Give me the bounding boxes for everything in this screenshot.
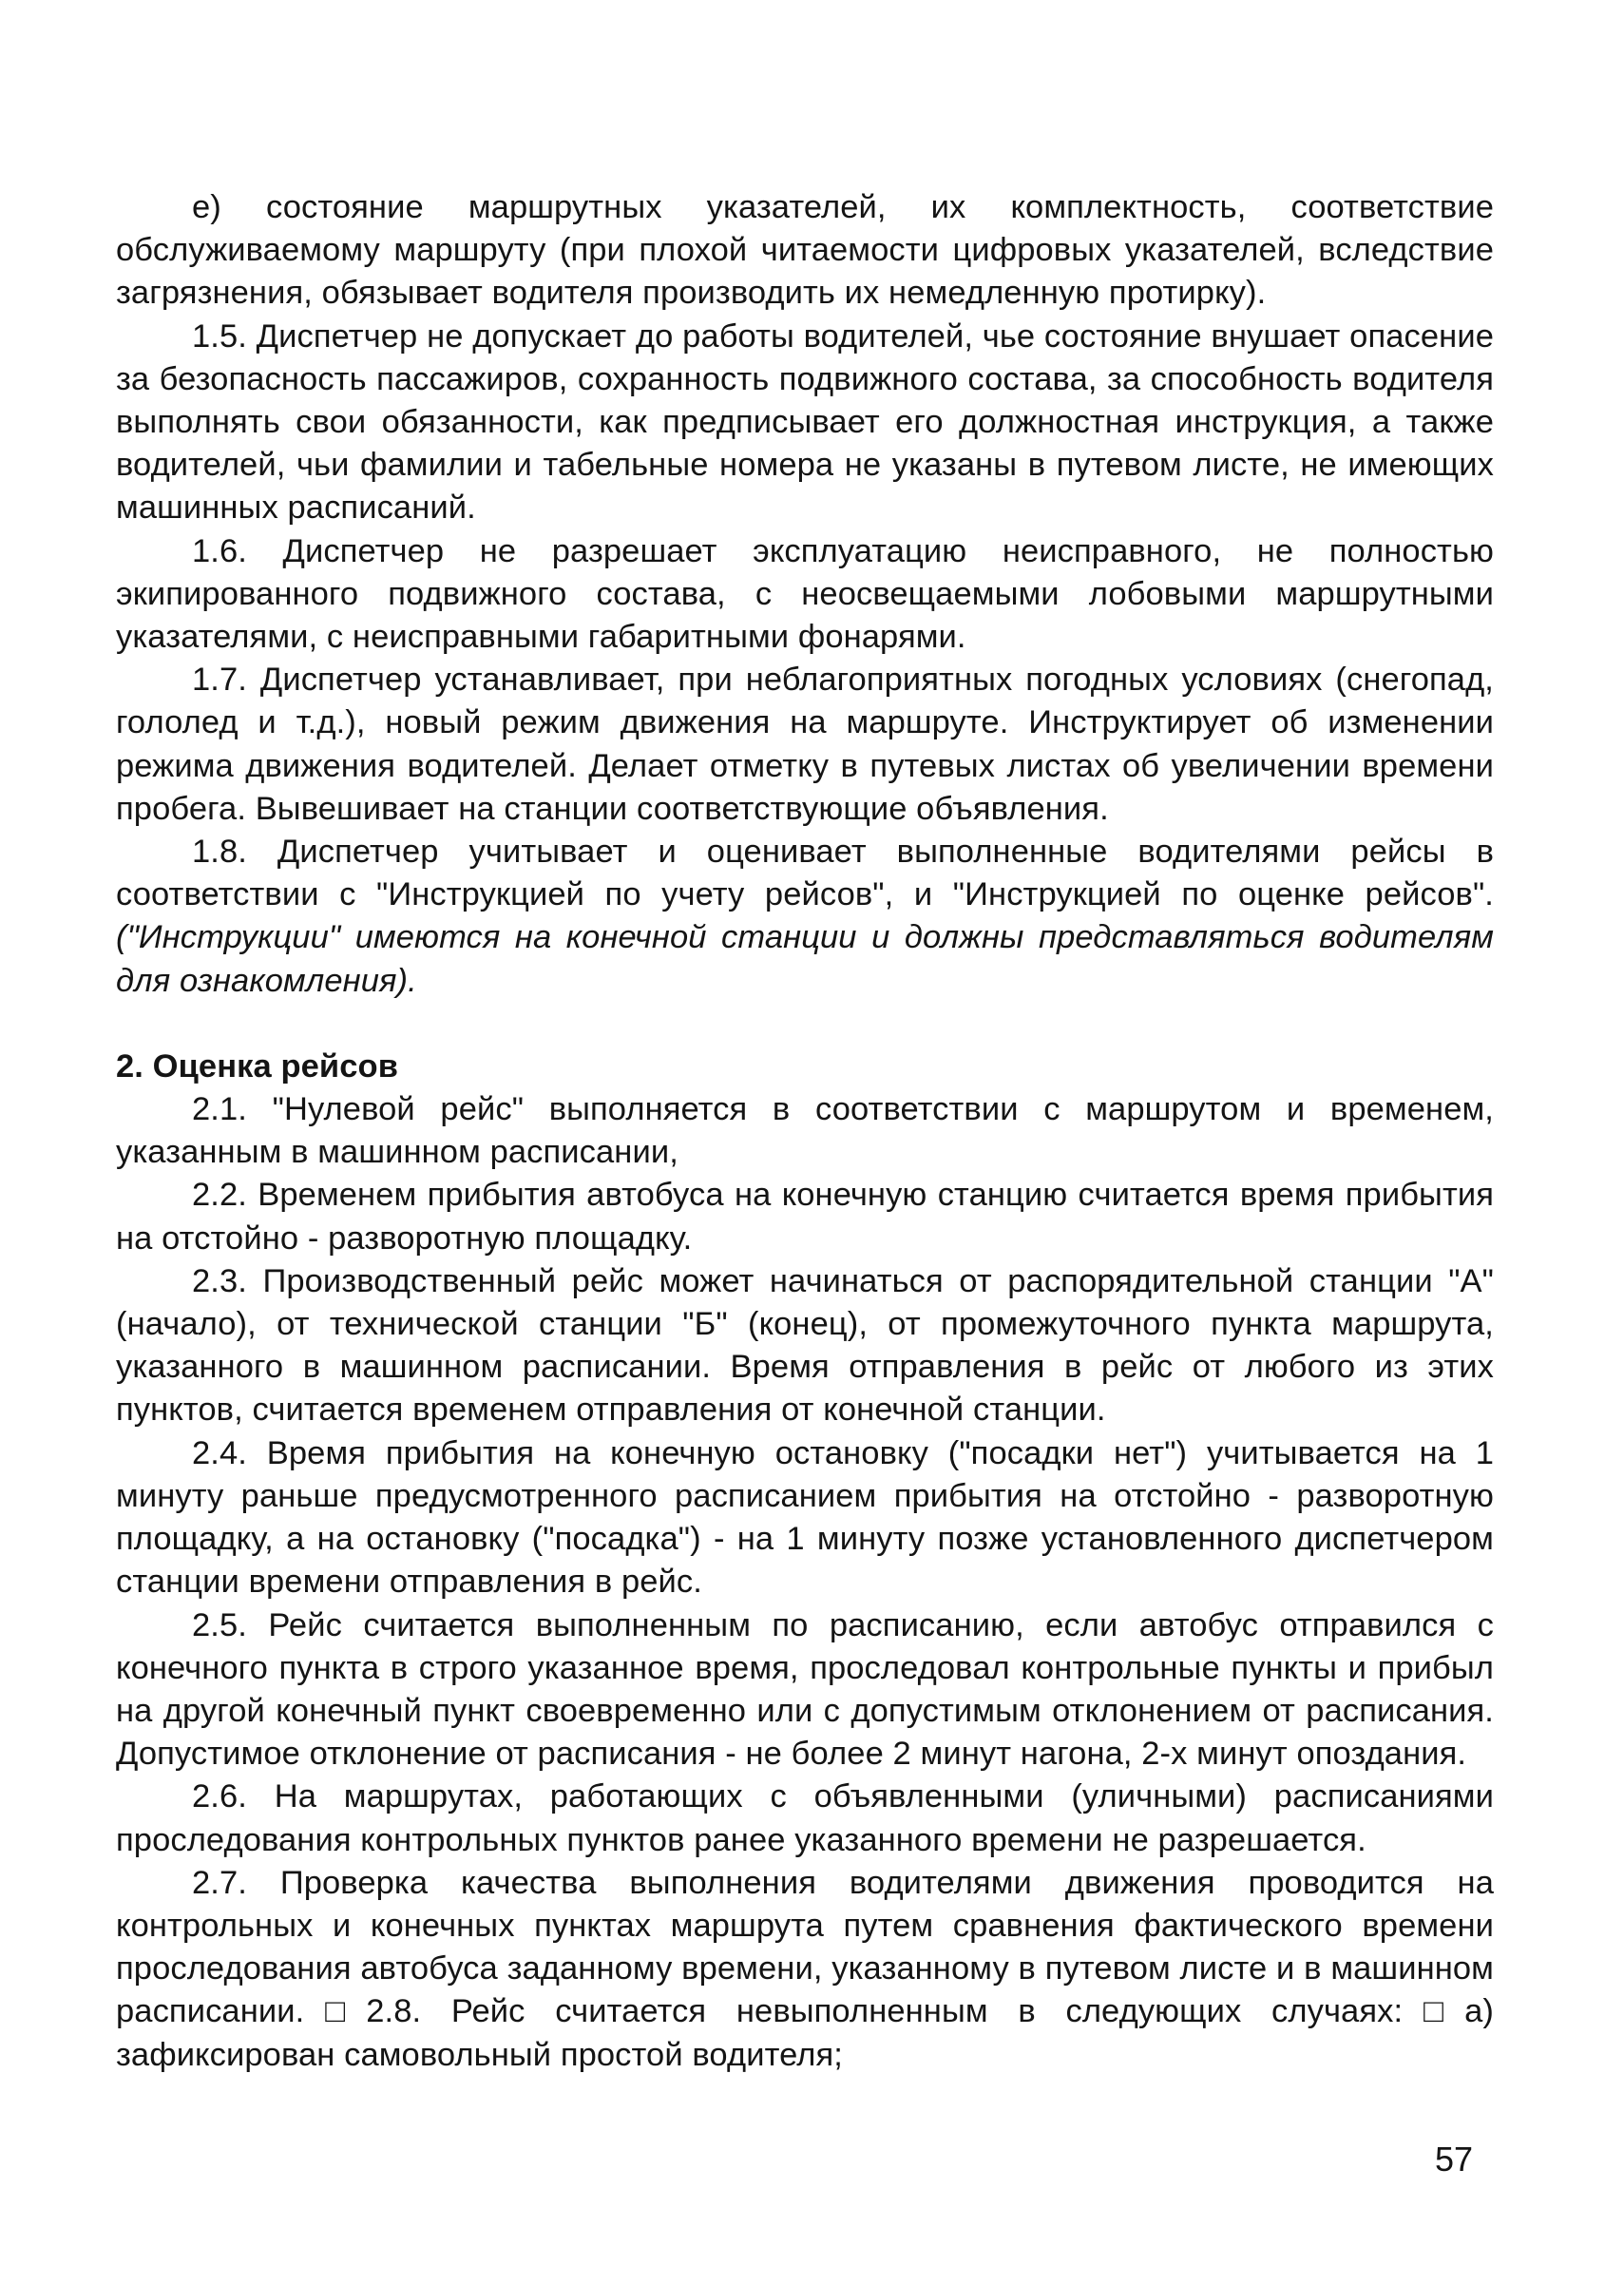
page-body xyxy=(116,186,1494,2077)
paragraph-1-6: 1.6. Диспетчер не разрешает эксплуатацию неисправного, не полностью экипированного подвижного состава, с неосвещаемыми лобовыми маршрутными указателями, с неисправными габаритными фонарями. xyxy=(116,532,1494,656)
paragraph-2-2: 2.2. Временем прибытия автобуса на конечную станцию считается время прибытия на отстойно - разворотную площадку. xyxy=(116,1177,1494,1257)
paragraph-1-4e: е) состояние маршрутных указателей, их комплектность, соответствие обслуживаемому маршруту (при плохой читаемости цифровых указателей, вследствие загрязнения, обязывает водителя производить их немедленную протирку). xyxy=(116,189,1494,312)
paragraph-2-5: 2.5. Рейс считается выполненным по расписанию, если автобус отправился с конечного пункта в строго указанное время, проследовал контрольные пункты и прибыл на другой конечный пункт своевременно или с допустимым отклонением от расписания. Допустимое отклонение от расписания - не более 2 минут нагона, 2-х минут опоздания. xyxy=(116,1606,1494,1773)
paragraph-2-1: 2.1. "Нулевой рейс" выполняется в соответствии с маршрутом и временем, указанным в машинном расписании, xyxy=(116,1091,1494,1171)
paragraph-1-8-main: 1.8. Диспетчер учитывает и оценивает выполненные водителями рейсы в соответствии с "Инструкцией по учету рейсов", и "Инструкцией по оценке рейсов". xyxy=(116,834,1494,913)
paragraph-2-7: 2.7. Проверка качества выполнения водителями движения проводится на контрольных и конечных пунктах маршрута путем сравнения фактического времени проследования автобуса заданному времени, указанному в путевом листе и в машинном расписании.□2.8. Рейс считается невыполненным в следующих случаях:□а) зафиксирован самовольный простой водителя; xyxy=(116,1864,1494,2073)
paragraph-1-5: 1.5. Диспетчер не допускает до работы водителей, чье состояние внушает опасение за безопасность пассажиров, сохранность подвижного состава, за способность водителя выполнять свои обязанности, как предписывает его должностная инструкция, а также водителей, чьи фамилии и табельные номера не указаны в путевом листе, не имеющих машинных расписаний. xyxy=(116,317,1494,527)
paragraph-1-8 xyxy=(116,831,1494,1003)
paragraph-2-6: 2.6. На маршрутах, работающих с объявленными (уличными) расписаниями проследования контрольных пунктов ранее указанного времени не разрешается. xyxy=(116,1778,1494,1858)
section-spacer xyxy=(116,1003,1494,1046)
paragraph-1-7: 1.7. Диспетчер устанавливает, при неблагоприятных погодных условиях (снегопад, гололед и т.д.), новый режим движения на маршруте. Инструктирует об изменении режима движения водителей. Делает отметку в путевых листах об увеличении времени пробега. Вывешивает на станции соответствующие объявления. xyxy=(116,662,1494,827)
paragraph-2-3: 2.3. Производственный рейс может начинаться от распорядительной станции "А" (начало), от технической станции "Б" (конец), от промежуточного пункта маршрута, указанного в машинном расписании. Время отправления в рейс от любого из этих пунктов, считается временем отправления от конечной станции. xyxy=(116,1262,1494,1429)
section-2-heading: 2. Оценка рейсов xyxy=(116,1047,399,1085)
page-number: 57 xyxy=(1435,2140,1474,2179)
paragraph-2-4: 2.4. Время прибытия на конечную остановку ("посадки нет") учитывается на 1 минуту раньше предусмотренного расписанием прибытия на отстойно - разворотную площадку, а на остановку ("посадка") - на 1 минуту позже установленного диспетчером станции времени отправления в рейс. xyxy=(116,1434,1494,1601)
paragraph-1-8-italic: ("Инструкции" имеются на конечной станции и должны представляться водителям для ознакомления). xyxy=(116,919,1494,999)
